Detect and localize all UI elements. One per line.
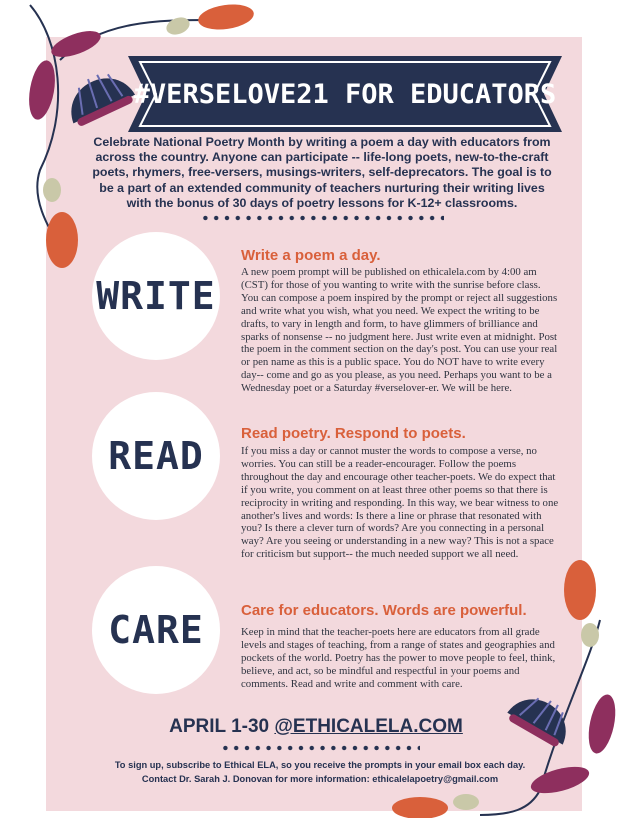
read-circle: READ: [92, 392, 220, 520]
intro-paragraph: Celebrate National Poetry Month by writing a poem a day with educators from across the country. Anyone can participate -- life-long poets, new-to-the-craft poets, rhymers, free-versers, musings-writers, self-deprecators. The goal is to be a part of an extended community of teachers nurturing their writing lives with the bonus of 30 days of poetry lessons for K-12+ classrooms.: [92, 135, 552, 210]
bud-icon: [164, 14, 192, 37]
signup-text: To sign up, subscribe to Ethical ELA, so you receive the prompts in your email box each day.: [114, 760, 526, 770]
write-circle: WRITE: [92, 232, 220, 360]
ethicalela-link[interactable]: @ETHICALELA.COM: [274, 716, 463, 737]
date-range: APRIL 1-30: [169, 716, 275, 737]
date-line: [0, 716, 632, 738]
leaf-icon: [197, 1, 256, 33]
bud-icon: [43, 178, 61, 202]
bud-icon: [581, 623, 599, 647]
banner-title: #VERSELOVE21 FOR EDUCATORS: [133, 78, 557, 110]
care-title: Care for educators. Words are powerful.: [241, 602, 527, 619]
leaf-icon: [48, 26, 104, 63]
care-body: Keep in mind that the teacher-poets here are educators from all grade levels and stages of teaching, from a range of states and geographies and pockets of the world. Poetry has the power to move people to feel, think, believe, and act, so be mindful and respectful in your poems and comments. Read and write and comment with care.: [241, 626, 556, 690]
read-body: If you miss a day or cannot muster the words to compose a verse, no worries. You can still be a reader-encourager. Follow the poems throughout the day and encourage other teacher-poets. We do expect that if you write, you comment on at least three other poems so that there is reciprocity in writing and responding. In this way, we bear witness to one another's lives and words: Is there a line or phrase that resonated with you? Is there a clever turn of words? Are you connecting in a personal way? Are you seeing or understanding in a new way? This is not a space for criticism but support-- the much needed support we all need.: [241, 445, 559, 561]
vine-icon: [30, 5, 62, 250]
dot-divider: [200, 214, 444, 222]
bud-icon: [453, 794, 479, 810]
dot-divider: [220, 744, 420, 752]
flower-icon: [59, 64, 138, 129]
write-title: Write a poem a day.: [241, 247, 381, 264]
read-title: Read poetry. Respond to poets.: [241, 425, 466, 442]
leaf-icon: [564, 560, 596, 620]
title-banner: [128, 56, 562, 132]
contact-text: Contact Dr. Sarah J. Donovan for more information: ethicalelapoetry@gmail.com: [141, 774, 499, 784]
care-circle: CARE: [92, 566, 220, 694]
leaf-icon: [46, 212, 78, 268]
write-body: A new poem prompt will be published on ethicalela.com by 4:00 am (CST) for those of you wanting to write with the sunrise before class. You can compose a poem inspired by the prompt or reject all suggestions and write what you wish, what you need. We expect the writing to be drafts, to vary in length and form, to have glimmers of brilliance and sparks of nonsense -- no judgment here. Just write even at midnight. Post the poem in the comment section on the day's post. You can use your real or pen name as this is a public space. You do NOT have to write every day-- come and go as you please, as you need. Perhaps you want to be a Wednesday poet or a Saturday #verselover-er. We will be here.: [241, 266, 558, 395]
leaf-icon: [392, 797, 448, 818]
leaf-icon: [25, 58, 59, 121]
